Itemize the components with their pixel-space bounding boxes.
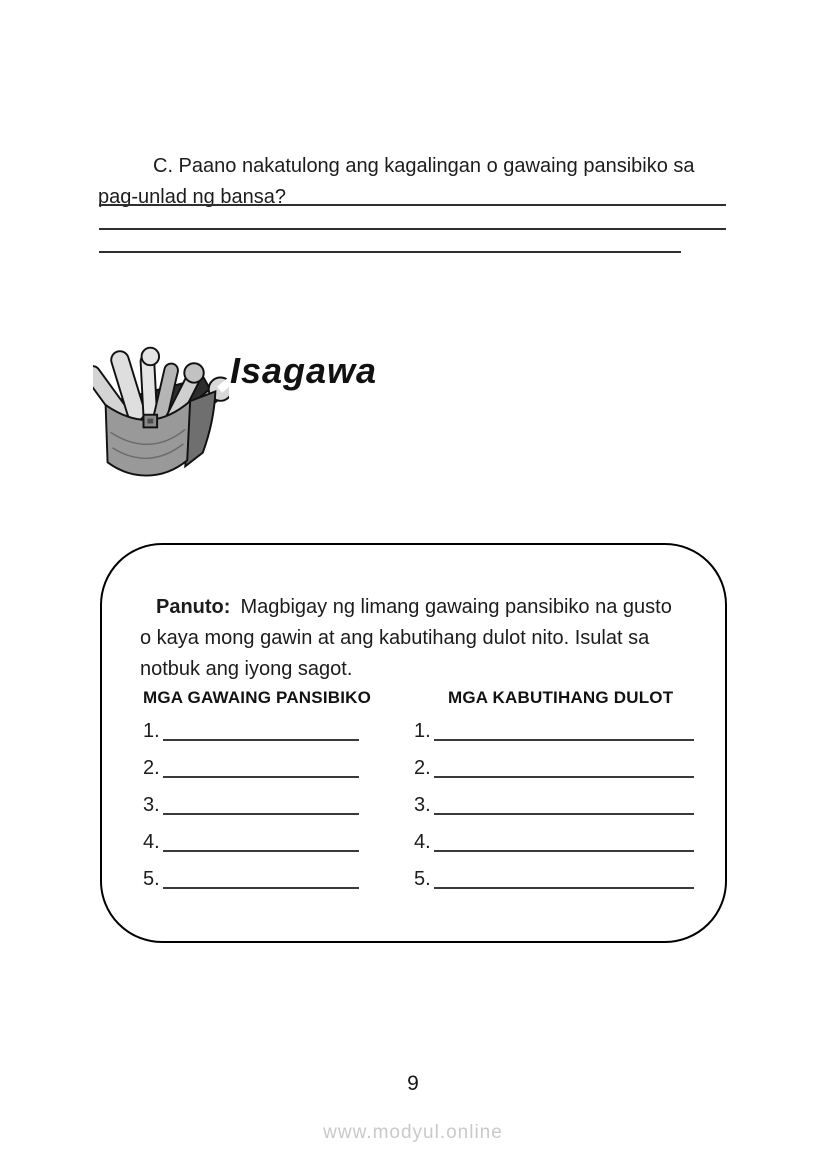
row-number: 5.	[414, 868, 431, 890]
worksheet-left-column	[143, 713, 359, 898]
row-number: 1.	[143, 720, 160, 742]
row-blank-line	[163, 850, 359, 852]
row-blank-line	[434, 776, 694, 778]
column-header-kabutihang-dulot: MGA KABUTIHANG DULOT	[448, 688, 674, 707]
row-blank-line	[163, 776, 359, 778]
row-number: 3.	[143, 794, 160, 816]
worksheet-row	[414, 713, 694, 750]
row-number: 1.	[414, 720, 431, 742]
worksheet-row	[414, 861, 694, 898]
column-header-gawaing-pansibiko: MGA GAWAING PANSIBIKO	[143, 688, 372, 707]
instruction-text: Magbigay ng limang gawaing pansibiko na gusto o kaya mong gawin at ang kabutihang dulot nito. Isulat sa notbuk ang iyong sagot.	[140, 596, 672, 680]
worksheet-row	[143, 787, 359, 824]
worksheet-row	[414, 824, 694, 861]
instruction-box	[100, 543, 727, 943]
watermark: www.modyul.online	[323, 1122, 503, 1143]
row-number: 2.	[414, 757, 431, 779]
instruction-paragraph	[140, 592, 685, 685]
answer-line	[99, 204, 726, 206]
toolbox-icon	[93, 331, 229, 481]
row-blank-line	[434, 739, 694, 741]
activity-title: Isagawa	[230, 350, 378, 391]
row-blank-line	[163, 887, 359, 889]
worksheet-row	[143, 750, 359, 787]
row-number: 4.	[414, 831, 431, 853]
row-blank-line	[163, 813, 359, 815]
worksheet-row	[414, 750, 694, 787]
page-number: 9	[407, 1072, 419, 1095]
row-number: 3.	[414, 794, 431, 816]
worksheet-row	[143, 861, 359, 898]
worksheet-right-column	[414, 713, 694, 898]
row-number: 4.	[143, 831, 160, 853]
worksheet-row	[143, 713, 359, 750]
worksheet-row	[143, 824, 359, 861]
row-number: 5.	[143, 868, 160, 890]
instruction-label: Panuto:	[156, 596, 231, 618]
row-number: 2.	[143, 757, 160, 779]
row-blank-line	[163, 739, 359, 741]
worksheet-row	[414, 787, 694, 824]
row-blank-line	[434, 887, 694, 889]
row-blank-line	[434, 850, 694, 852]
row-blank-line	[434, 813, 694, 815]
question-text: C. Paano nakatulong ang kagalingan o gawaing pansibiko sa pag-unlad ng bansa?	[98, 155, 695, 208]
answer-line	[99, 251, 681, 253]
answer-line	[99, 228, 726, 230]
